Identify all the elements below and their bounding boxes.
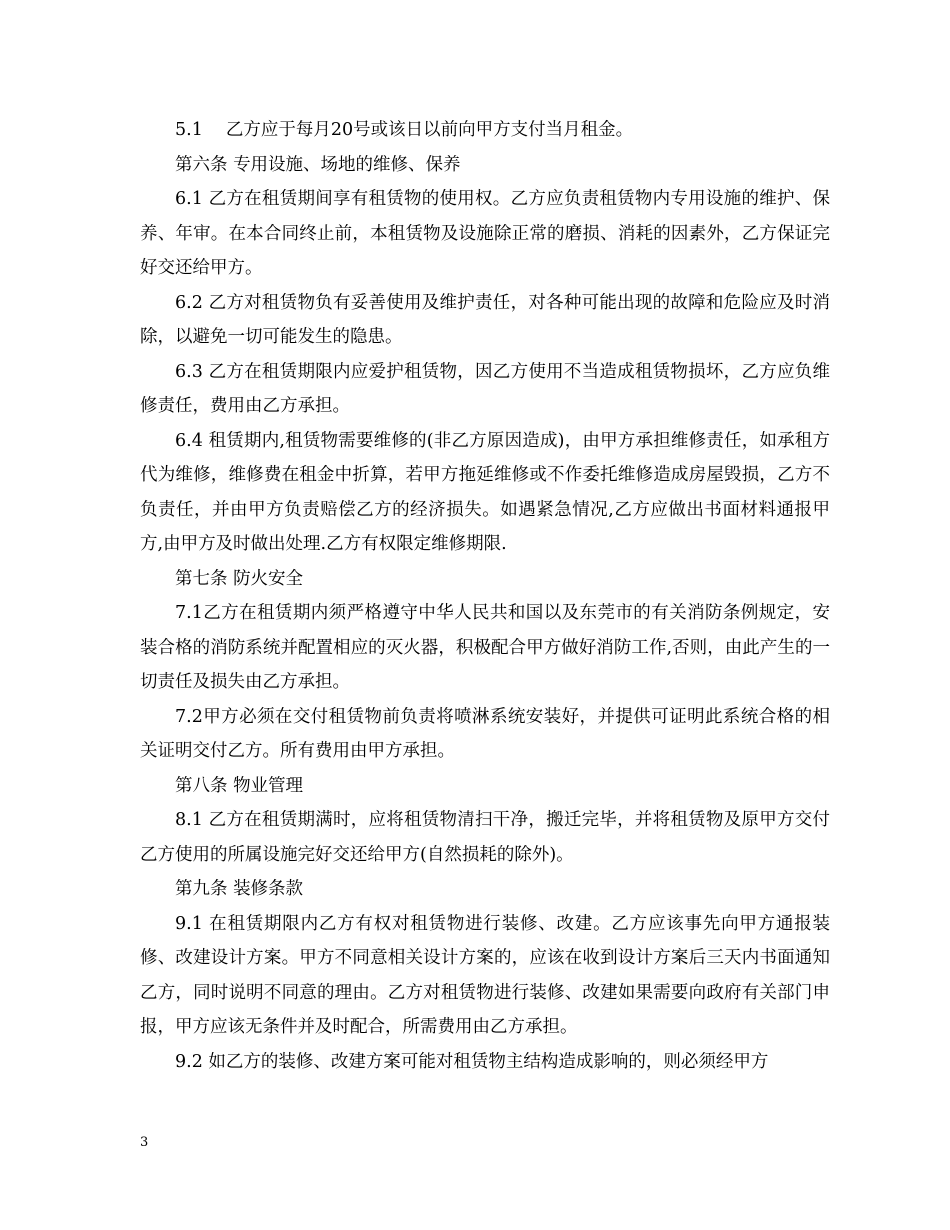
clause-6-4: 6.4 租赁期内,租赁物需要维修的(非乙方原因造成)，由甲方承担维修责任，如承租方代为维修，维修费在租金中折算，若甲方拖延维修或不作委托维修造成房屋毁损，乙方不负责任，并由甲方负责赔偿乙方的经济损失。如遇紧急情况,乙方应做出书面材料通报甲方,由甲方及时做出处理.乙方有权限定维修期限.	[140, 430, 830, 554]
article-9-heading: 第九条 装修条款	[175, 879, 304, 899]
page-number: 3	[140, 1135, 149, 1150]
document-body	[140, 113, 830, 1079]
clause-5-1: 5.1 乙方应于每月20号或该日以前向甲方支付当月租金。	[175, 120, 634, 140]
clause-6-3: 6.3 乙方在租赁期限内应爱护租赁物，因乙方使用不当造成租赁物损坏，乙方应负维修责任，费用由乙方承担。	[140, 361, 830, 416]
clause-9-2: 9.2 如乙方的装修、改建方案可能对租赁物主结构造成影响的，则必须经甲方	[175, 1051, 769, 1072]
clause-8-1: 8.1 乙方在租赁期满时，应将租赁物清扫干净，搬迁完毕，并将租赁物及原甲方交付乙方使用的所属设施完好交还给甲方(自然损耗的除外)。	[140, 810, 830, 865]
clause-7-2: 7.2甲方必须在交付租赁物前负责将喷淋系统安装好，并提供可证明此系统合格的相关证明交付乙方。所有费用由甲方承担。	[140, 706, 830, 761]
article-7-heading: 第七条 防火安全	[175, 568, 304, 589]
article-6-heading: 第六条 专用设施、场地的维修、保养	[175, 154, 461, 175]
clause-9-1: 9.1 在租赁期限内乙方有权对租赁物进行装修、改建。乙方应该事先向甲方通报装修、改建设计方案。甲方不同意相关设计方案的，应该在收到设计方案后三天内书面通知乙方，同时说明不同意的理由。乙方对租赁物进行装修、改建如果需要向政府有关部门申报，甲方应该无条件并及时配合，所需费用由乙方承担。	[140, 913, 830, 1037]
clause-6-1: 6.1 乙方在租赁期间享有租赁物的使用权。乙方应负责租赁物内专用设施的维护、保养、年审。在本合同终止前，本租赁物及设施除正常的磨损、消耗的因素外，乙方保证完好交还给甲方。	[140, 189, 830, 278]
article-8-heading: 第八条 物业管理	[175, 775, 304, 796]
clause-6-2: 6.2 乙方对租赁物负有妥善使用及维护责任，对各种可能出现的故障和危险应及时消除，以避免一切可能发生的隐患。	[140, 292, 830, 347]
clause-7-1: 7.1乙方在租赁期内须严格遵守中华人民共和国以及东莞市的有关消防条例规定，安装合格的消防系统并配置相应的灭火器，积极配合甲方做好消防工作,否则，由此产生的一切责任及损失由乙方承担。	[140, 603, 830, 692]
